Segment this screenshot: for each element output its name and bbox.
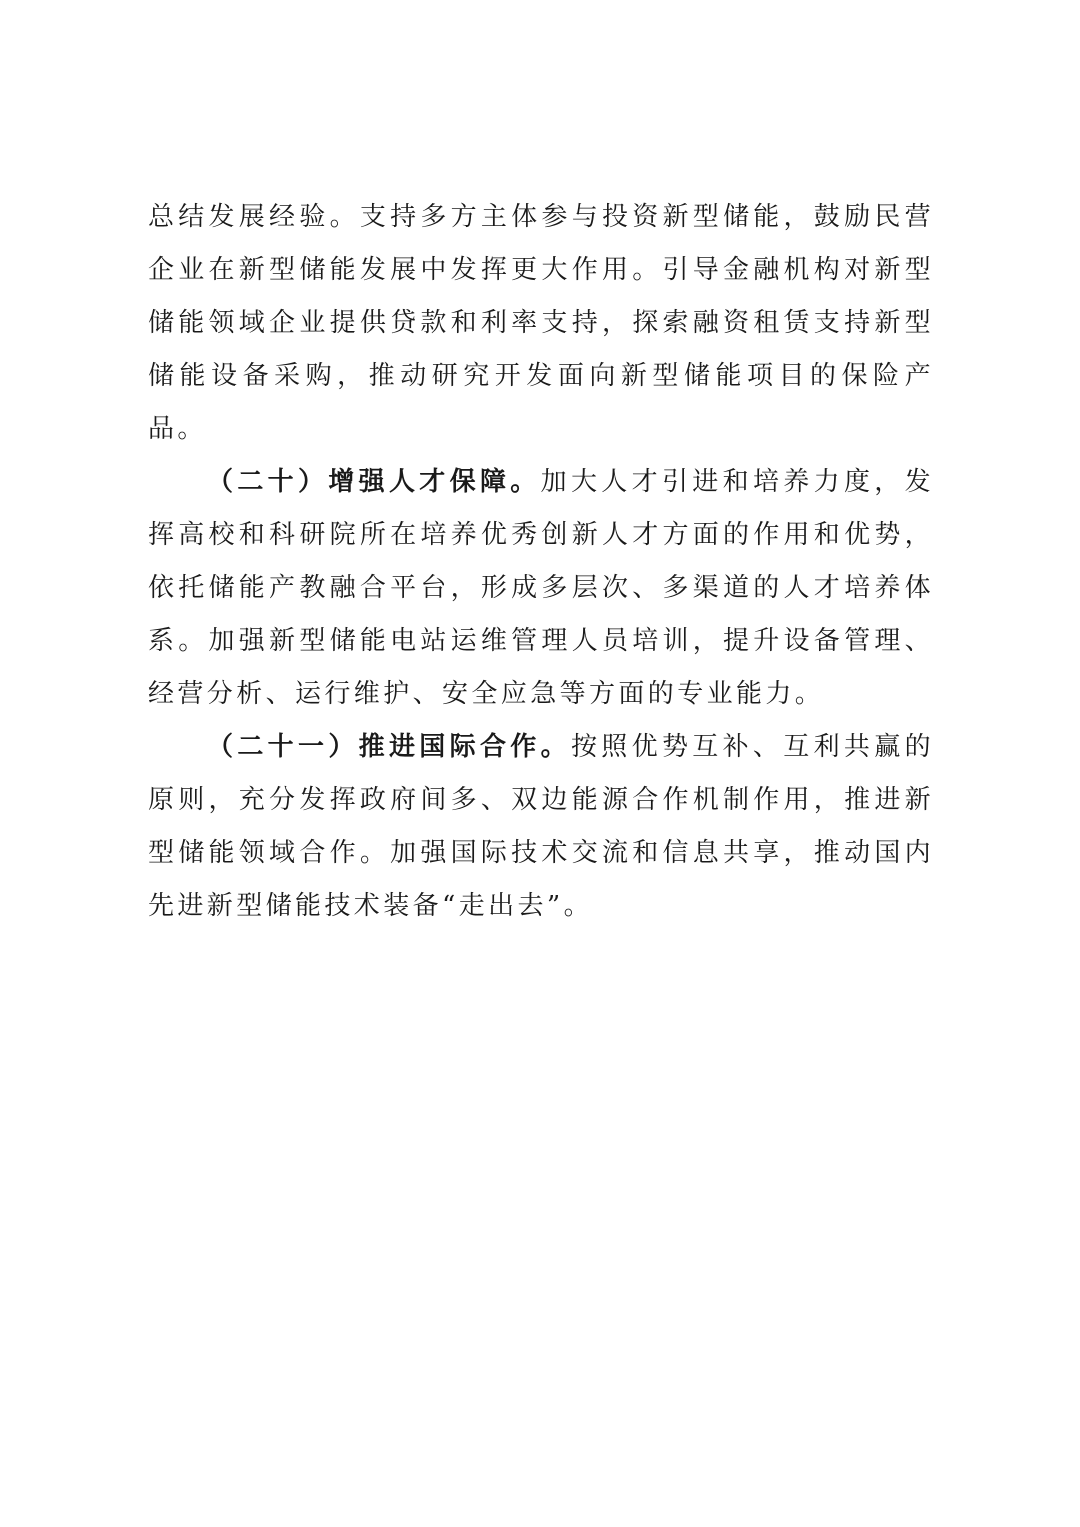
- paragraph-international-cooperation: [148, 721, 934, 933]
- paragraph-text: 加大人才引进和培养力度，发挥高校和科研院所在培养优秀创新人才方面的作用和优势，依托储能产教融合平台，形成多层次、多渠道的人才培养体系。加强新型储能电站运维管理人员培训，提升设备管理、经营分析、运行维护、安全应急等方面的专业能力。: [148, 467, 935, 709]
- paragraph-continuation: [148, 191, 934, 456]
- paragraph-text: 总结发展经验。支持多方主体参与投资新型储能，鼓励民营企业在新型储能发展中发挥更大作用。引导金融机构对新型储能领域企业提供贷款和利率支持，探索融资租赁支持新型储能设备采购，推动研究开发面向新型储能项目的保险产品。: [148, 202, 934, 444]
- section-heading-20: （二十）增强人才保障。: [207, 467, 541, 497]
- section-heading-21: （二十一）推进国际合作。: [207, 732, 571, 762]
- paragraph-talent-support: [148, 456, 934, 721]
- document-body: [148, 191, 934, 933]
- paragraph-text: 按照优势互补、互利共赢的原则，充分发挥政府间多、双边能源合作机制作用，推进新型储能领域合作。加强国际技术交流和信息共享，推动国内先进新型储能技术装备“走出去”。: [148, 732, 934, 921]
